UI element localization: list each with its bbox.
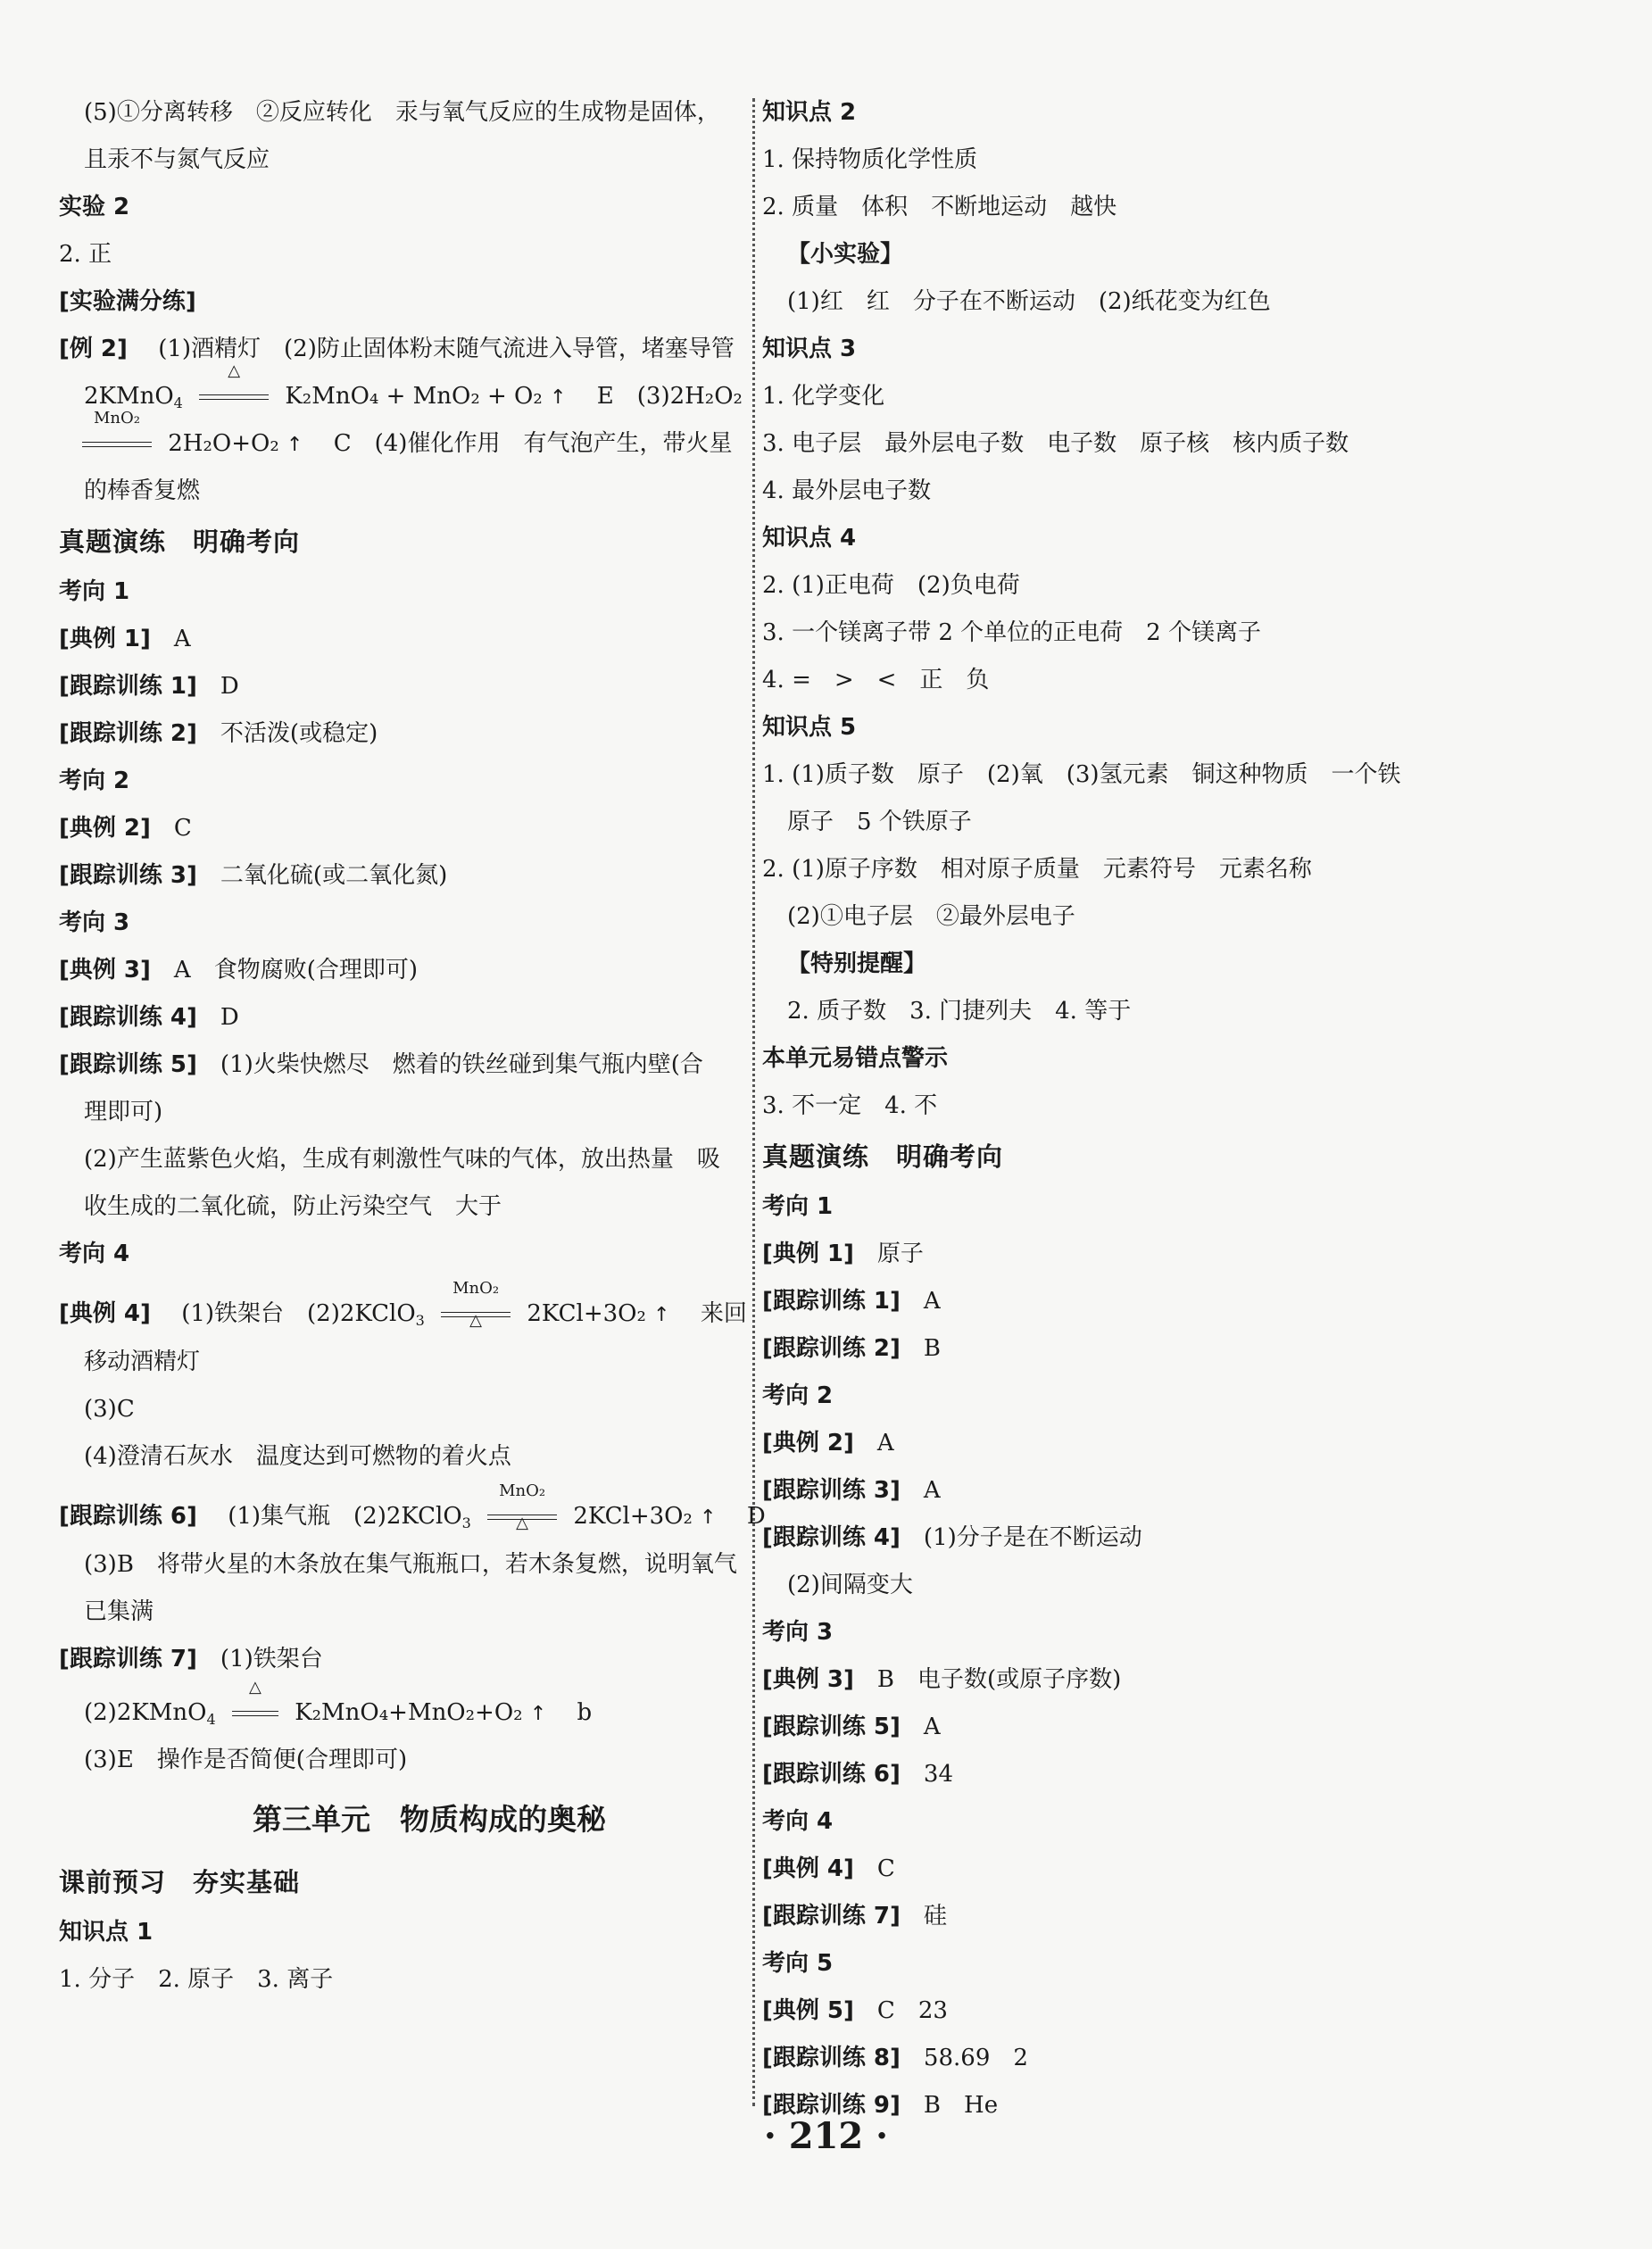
section-heading: 知识点 4 xyxy=(762,525,857,552)
example-tag: [典例 1] xyxy=(59,626,151,652)
answer-line xyxy=(59,710,746,758)
text-line: (5)①分离转移 ②反应转化 汞与氧气反应的生成物是固体， xyxy=(84,99,720,126)
section-heading: 【特别提醒】 xyxy=(787,950,927,977)
equation-line xyxy=(59,409,746,468)
text-line: 2. 正 xyxy=(59,241,112,268)
text-line: (3)B 将带火星的木条放在集气瓶瓶口，若木条复燃，说明氧气 xyxy=(84,1551,737,1578)
answer-text: 原子 xyxy=(876,1241,924,1267)
answer-line xyxy=(59,663,746,710)
section-heading: [实验满分练] xyxy=(59,288,196,315)
example-tag: [跟踪训练 8] xyxy=(762,2045,901,2071)
text-line: 且汞不与氮气反应 xyxy=(84,146,270,173)
answer-line xyxy=(762,1846,1476,1893)
example-tag: [典例 4] xyxy=(762,1855,854,1882)
equation-product: K₂MnO₄ + MnO₂ + O₂ xyxy=(285,383,543,410)
text-line: (2)①电子层 ②最外层电子 xyxy=(787,903,1075,930)
answer-text: D xyxy=(220,1004,239,1031)
right-column xyxy=(762,89,1476,2129)
section-heading: 考向 2 xyxy=(762,1382,834,1409)
example-tag: [跟踪训练 9] xyxy=(762,2092,901,2119)
equation-product: 2KCl+3O₂ xyxy=(573,1503,693,1530)
column-divider xyxy=(752,98,755,2106)
text-line: 3. 电子层 最外层电子数 电子数 原子核 核内质子数 xyxy=(762,430,1349,457)
text-line: 4. = > < 正 负 xyxy=(762,667,990,693)
section-heading: 知识点 2 xyxy=(762,99,857,126)
text-line: (3)C xyxy=(84,1396,135,1423)
answer-text: D xyxy=(220,673,239,700)
text-line: 1. (1)质子数 原子 (2)氧 (3)氢元素 铜这种物质 一个铁 xyxy=(762,761,1401,788)
reaction-condition: $\frac{\text{MnO₂}}{\triangle}$ xyxy=(437,1301,514,1328)
equation-reactant: (2)2KMnO xyxy=(84,1699,207,1726)
page-number: · 212 · xyxy=(763,2115,889,2157)
answer-text: A xyxy=(173,626,191,652)
answer-text: A xyxy=(923,1714,941,1740)
answer-line xyxy=(762,1325,1476,1373)
equation-product: 2H₂O+O₂ xyxy=(168,430,279,457)
gas-arrow-icon: ↑ xyxy=(550,386,567,409)
text-line: 理即可) xyxy=(84,1099,163,1125)
answer-text: (1)分子是在不断运动 xyxy=(923,1524,1142,1551)
equation-product: 2KCl+3O₂ xyxy=(527,1300,646,1327)
section-heading: 实验 2 xyxy=(59,194,130,220)
answer-text: 34 xyxy=(923,1761,954,1788)
text-line: 4. 最外层电子数 xyxy=(762,477,932,504)
gas-arrow-icon: ↑ xyxy=(653,1304,670,1326)
section-heading: 【小实验】 xyxy=(787,241,904,268)
section-title: 课前预习 夯实基础 xyxy=(59,1867,301,1897)
text-line: 2. 质量 体积 不断地运动 越快 xyxy=(762,194,1117,220)
text-line: (3)E 操作是否简便(合理即可) xyxy=(84,1747,408,1773)
section-heading: 考向 5 xyxy=(762,1950,834,1977)
text-line: 2. 质子数 3. 门捷列夫 4. 等于 xyxy=(787,998,1132,1025)
section-heading: 知识点 1 xyxy=(59,1919,154,1946)
example-tag: [跟踪训练 4] xyxy=(762,1524,901,1551)
example-tag: [典例 4] xyxy=(59,1300,151,1327)
answer-text: b xyxy=(577,1699,593,1726)
text-line: 已集满 xyxy=(84,1598,154,1625)
answer-line xyxy=(762,1988,1476,2035)
section-heading: 考向 3 xyxy=(59,909,130,936)
answer-text: C (4)催化作用 有气泡产生，带火星 xyxy=(333,430,733,457)
answer-line xyxy=(762,1467,1476,1515)
text-line: 1. 化学变化 xyxy=(762,383,885,410)
answer-text: A 食物腐败(合理即可) xyxy=(173,957,418,983)
reaction-condition: $\frac{\text{MnO₂}}{\triangle}$ xyxy=(484,1504,560,1531)
answer-text: 58.69 2 xyxy=(923,2045,1028,2071)
answer-line xyxy=(762,1515,1476,1562)
reaction-condition: △ xyxy=(195,384,272,411)
text-line: 移动酒精灯 xyxy=(84,1349,201,1375)
example-tag: [典例 5] xyxy=(762,1997,854,2024)
answer-text: 不活泼(或稳定) xyxy=(220,720,378,747)
equation-product: K₂MnO₄+MnO₂+O₂ xyxy=(295,1699,523,1726)
reaction-condition: MnO₂ xyxy=(79,431,155,458)
section-title: 真题演练 明确考向 xyxy=(59,527,301,557)
example-tag: [典例 3] xyxy=(59,957,151,983)
equation-line: [典例 4] (1)铁架台 (2)2KClO$_3$ $\frac{\text{MnO₂}}{\triangle}$ 2KCl+3O₂ ↑ 来回 xyxy=(59,1279,747,1330)
answer-line xyxy=(59,1636,746,1683)
answer-text: (1)铁架台 (2)2KClO xyxy=(181,1300,416,1327)
example-tag: [例 2] xyxy=(59,336,128,362)
example-tag: [典例 2] xyxy=(762,1430,854,1456)
section-heading: 考向 1 xyxy=(762,1193,834,1220)
answer-text: A xyxy=(923,1288,941,1315)
example-tag: [跟踪训练 6] xyxy=(762,1761,901,1788)
example-tag: [跟踪训练 3] xyxy=(762,1477,901,1504)
text-line: (2)产生蓝紫色火焰，生成有刺激性气味的气体，放出热量 吸 xyxy=(84,1146,720,1173)
answer-line xyxy=(762,1704,1476,1751)
equation-line: [跟踪训练 6] (1)集气瓶 (2)2KClO$_3$ $\frac{\text{MnO₂}}{\triangle}$ 2KCl+3O₂ ↑ D xyxy=(59,1481,766,1532)
example-tag: [跟踪训练 4] xyxy=(59,1004,197,1031)
example-tag: [跟踪训练 6] xyxy=(59,1503,197,1530)
answer-text: C 23 xyxy=(876,1997,948,2024)
answer-line xyxy=(59,805,746,852)
answer-text: (1)集气瓶 (2)2KClO xyxy=(228,1503,462,1530)
left-column xyxy=(59,89,766,2004)
text-line: 3. 不一定 4. 不 xyxy=(762,1092,938,1119)
example-tag: [跟踪训练 2] xyxy=(59,720,197,747)
unit-title: 第三单元 物质构成的奥秘 xyxy=(253,1802,606,1837)
answer-text: A xyxy=(876,1430,894,1456)
answer-line xyxy=(59,616,746,663)
example-tag: [跟踪训练 1] xyxy=(59,673,197,700)
answer-line xyxy=(59,1042,746,1089)
text-line: 原子 5 个铁原子 xyxy=(787,809,972,835)
example-tag: [跟踪训练 7] xyxy=(59,1646,197,1672)
answer-line xyxy=(762,2035,1476,2082)
section-heading: 考向 4 xyxy=(59,1241,130,1267)
gas-arrow-icon: ↑ xyxy=(529,1703,547,1725)
example-tag: [跟踪训练 1] xyxy=(762,1288,901,1315)
equation-line: (2)2KMnO$_4$ △ K₂MnO₄+MnO₂+O₂ ↑ b xyxy=(84,1678,593,1728)
answer-line xyxy=(59,947,746,994)
answer-text: (1)酒精灯 (2)防止固体粉末随气流进入导管，堵塞导管 xyxy=(158,336,735,362)
text-line: (4)澄清石灰水 温度达到可燃物的着火点 xyxy=(84,1443,511,1470)
section-heading: 知识点 5 xyxy=(762,714,857,741)
answer-text: B xyxy=(923,1335,942,1362)
text-line: (1)红 红 分子在不断运动 (2)纸花变为红色 xyxy=(787,288,1271,315)
answer-text: B 电子数(或原子序数) xyxy=(876,1666,1122,1693)
example-tag: [典例 2] xyxy=(59,815,151,842)
answer-text: C xyxy=(173,815,192,842)
answer-text: 硅 xyxy=(923,1903,947,1929)
answer-line xyxy=(762,1278,1476,1325)
example-tag: [跟踪训练 5] xyxy=(59,1051,197,1078)
text-line: 2. (1)正电荷 (2)负电荷 xyxy=(762,572,1020,599)
example-tag: [跟踪训练 3] xyxy=(59,862,197,889)
reaction-condition: △ xyxy=(228,1700,282,1727)
answer-line xyxy=(59,852,746,900)
answer-text: C xyxy=(876,1855,895,1882)
answer-text: D xyxy=(746,1503,766,1530)
equation-line: 2KMnO$_4$ △ K₂MnO₄ + MnO₂ + O₂ ↑ E (3)2H₂O₂ xyxy=(84,361,743,411)
example-tag: [跟踪训练 7] xyxy=(762,1903,901,1929)
answer-line xyxy=(762,1420,1476,1467)
answer-text: 二氧化硫(或二氧化氮) xyxy=(220,862,448,889)
answer-text: E (3)2H₂O₂ xyxy=(596,383,743,410)
text-line: 3. 一个镁离子带 2 个单位的正电荷 2 个镁离子 xyxy=(762,619,1261,646)
text-line: 的棒香复燃 xyxy=(84,477,201,504)
answer-text: A xyxy=(923,1477,941,1504)
equation-reactant: 2KMnO xyxy=(84,383,174,410)
gas-arrow-icon: ↑ xyxy=(700,1506,717,1529)
answer-text: (1)铁架台 xyxy=(220,1646,323,1672)
section-heading: 考向 4 xyxy=(762,1808,834,1835)
answer-line xyxy=(762,1231,1476,1278)
text-line: 1. 保持物质化学性质 xyxy=(762,146,978,173)
section-heading: 本单元易错点警示 xyxy=(762,1045,949,1072)
answer-text: B He xyxy=(923,2092,999,2119)
answer-line xyxy=(59,994,746,1042)
answer-line xyxy=(762,1656,1476,1704)
section-heading: 考向 3 xyxy=(762,1619,834,1646)
gas-arrow-icon: ↑ xyxy=(286,434,303,456)
example-tag: [跟踪训练 2] xyxy=(762,1335,901,1362)
section-heading: 考向 2 xyxy=(59,768,130,794)
answer-line xyxy=(59,326,746,373)
text-line: 1. 分子 2. 原子 3. 离子 xyxy=(59,1966,334,1993)
text-line: 2. (1)原子序数 相对原子质量 元素符号 元素名称 xyxy=(762,856,1312,883)
example-tag: [典例 1] xyxy=(762,1241,854,1267)
answer-line xyxy=(762,1893,1476,1940)
text-line: 收生成的二氧化硫，防止污染空气 大于 xyxy=(84,1193,502,1220)
example-tag: [典例 3] xyxy=(762,1666,854,1693)
answer-text: (1)火柴快燃尽 燃着的铁丝碰到集气瓶内壁(合 xyxy=(220,1051,703,1078)
section-title: 真题演练 明确考向 xyxy=(762,1141,1004,1172)
example-tag: [跟踪训练 5] xyxy=(762,1714,901,1740)
answer-line xyxy=(762,1751,1476,1798)
text-line: (2)间隔变大 xyxy=(787,1572,913,1598)
section-heading: 知识点 3 xyxy=(762,336,857,362)
answer-text: 来回 xyxy=(700,1300,747,1327)
section-heading: 考向 1 xyxy=(59,578,130,605)
